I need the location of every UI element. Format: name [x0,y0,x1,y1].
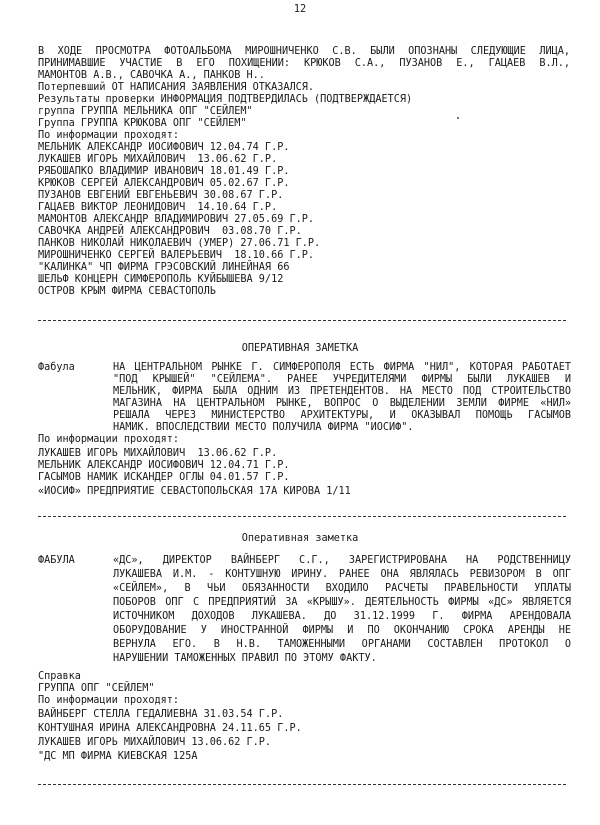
person-entry: ВАЙНБЕРГ СТЕЛЛА ГЕДАЛИЕВНА 31.03.54 Г.Р. [38,709,284,720]
intro-line: группа ГРУППА МЕЛЬНИКА ОПГ "СЕЙЛЕМ" [38,106,253,117]
org-entry: ОСТРОВ КРЫМ ФИРМА СЕВАСТОПОЛЬ [38,286,216,297]
person-entry: ГАСЫМОВ НАМИК ИСКАНДЕР ОГЛЫ 04.01.57 Г.Р. [38,472,290,483]
fabula-line: ВЕРНУЛА ЕГО. В Н.В. ТАМОЖЕННЫМИ ОРГАНАМИ СОСТАВЛЕН ПРОТОКОЛ О [113,639,571,650]
info-label: По информации проходят: [38,130,180,141]
intro-line: ПРИНИМАВШИЕ УЧАСТИЕ В ЕГО ПОХИЩЕНИИ: КРЮКОВ С.А., ПУЗАНОВ Е., ГАЦАЕВ В.Л., [38,58,570,69]
org-entry: "ДС МП ФИРМА КИЕВСКАЯ 125А [38,751,198,762]
person-entry: КРЮКОВ СЕРГЕЙ АЛЕКСАНДРОВИЧ 05.02.67 Г.Р. [38,178,290,189]
fabula-line: НАРУШЕНИИ ТАМОЖЕННЫХ ПРАВИЛ ПО ЭТОМУ ФАКТУ. [113,653,377,664]
group-line: ГРУППА ОПГ "СЕЙЛЕМ" [38,683,155,694]
fabula-line: "ПОД КРЫШЕЙ" "СЕЙЛЕМА". РАНЕЕ УЧРЕДИТЕЛЯМИ ФИРМЫ БЫЛИ ЛУКАШЕВ И [113,374,571,385]
person-entry: ПАНКОВ НИКОЛАЙ НИКОЛАЕВИЧ (УМЕР) 27.06.71 Г.Р. [38,238,321,249]
intro-line: В ХОДЕ ПРОСМОТРА ФОТОАЛЬБОМА МИРОШНИЧЕНКО С.В. БЫЛИ ОПОЗНАНЫ СЛЕДУЮЩИЕ ЛИЦА, [38,46,570,57]
fabula-line: МАГАЗИНА НА ЦЕНТРАЛЬНОМ РЫНКЕ, ВОПРОС О ВЫДЕЛЕНИИ ЗЕМЛИ ФИРМЕ «НИЛ» [113,398,571,409]
fabula-line: ПОБОРОВ ОПГ С ПРЕДПРИЯТИЙ ЗА «КРЫШУ». ДЕЯТЕЛЬНОСТЬ ФИРМЫ «ДС» ЯВЛЯЕТСЯ [113,597,571,608]
intro-line: Результаты проверки ИНФОРМАЦИЯ ПОДТВЕРДИЛАСЬ (ПОДТВЕРЖДАЕТСЯ) [38,94,413,105]
section-divider [38,320,566,321]
person-entry: МАМОНТОВ АЛЕКСАНДР ВЛАДИМИРОВИЧ 27.05.69 Г.Р. [38,214,315,225]
fabula-line: «ДС», ДИРЕКТОР ВАЙНБЕРГ С.Г., ЗАРЕГИСТРИРОВАНА НА РОДСТВЕННИЦУ [113,555,571,566]
person-entry: ПУЗАНОВ ЕВГЕНИЙ ЕВГЕНЬЕВИЧ 30.08.67 Г.Р. [38,190,284,201]
fabula-line: НАМИК. ВПОСЛЕДСТВИИ МЕСТО ПОЛУЧИЛА ФИРМА "ИОСИФ". [113,422,414,433]
person-entry: ЛУКАШЕВ ИГОРЬ МИХАЙЛОВИЧ 13.06.62 Г.Р. [38,737,272,748]
section-divider [38,784,566,785]
person-entry: МЕЛЬНИК АЛЕКСАНДР ИОСИФОВИЧ 12.04.71 Г.Р. [38,460,290,471]
org-entry: "КАЛИНКА" ЧП ФИРМА ГРЭСОВСКИЙ ЛИНЕЙНАЯ 66 [38,262,290,273]
fabula-line: МЕЛЬНИК, ФИРМА БЫЛА ОДНИМ ИЗ ПРЕТЕНДЕНТОВ. НА МЕСТО ПОД СТРОИТЕЛЬСТВО [113,386,571,397]
intro-line: МАМОНТОВ А.В., САВОЧКА А., ПАНКОВ Н.. [38,70,265,81]
person-entry: САВОЧКА АНДРЕЙ АЛЕКСАНДРОВИЧ 03.08.70 Г.Р. [38,226,302,237]
person-entry: КОНТУШНАЯ ИРИНА АЛЕКСАНДРОВНА 24.11.65 Г.Р. [38,723,302,734]
person-entry: МЕЛЬНИК АЛЕКСАНДР ИОСИФОВИЧ 12.04.74 Г.Р. [38,142,290,153]
spravka-label: Справка [38,671,81,682]
fabula-line: ЛУКАШЕВА И.М. - КОНТУШНУЮ ИРИНУ. РАНЕЕ ОНА ЯВЛЯЛАСЬ РЕВИЗОРОМ В ОПГ [113,569,571,580]
fabula-line: РЕШАЛА ЧЕРЕЗ МИНИСТЕРСТВО АРХИТЕКТУРЫ, И ОКАЗЫВАЛ ПОМОЩЬ ГАСЫМОВ [113,410,571,421]
person-entry: МИРОШНИЧЕНКО СЕРГЕЙ ВАЛЕРЬЕВИЧ 18.10.66 Г.Р. [38,250,315,261]
section-heading: Оперативная заметка [241,533,359,544]
page-number: 12 [293,4,307,15]
info-label: По информации проходят: [38,695,180,706]
section-divider [38,516,566,517]
intro-line: Группа ГРУППА КРЮКОВА ОПГ "СЕЙЛЕМ" [38,118,247,129]
intro-line: Потерпевший ОТ НАПИСАНИЯ ЗАЯВЛЕНИЯ ОТКАЗАЛСЯ. [38,82,315,93]
org-entry: «ИОСИФ» ПРЕДПРИЯТИЕ СЕВАСТОПОЛЬСКАЯ 17А КИРОВА 1/11 [38,486,351,497]
scan-speck [457,117,459,119]
section-heading: ОПЕРАТИВНАЯ ЗАМЕТКА [241,343,359,354]
person-entry: ГАЦАЕВ ВИКТОР ЛЕОНИДОВИЧ 14.10.64 Г.Р. [38,202,278,213]
person-entry: ЛУКАШЕВ ИГОРЬ МИХАЙЛОВИЧ 13.06.62 Г.Р. [38,154,278,165]
fabula-line: ИСТОЧНИКОМ ДОХОДОВ ЛУКАШЕВА. ДО 31.12.1999 Г. ФИРМА АРЕНДОВАЛА [113,611,571,622]
fabula-line: НА ЦЕНТРАЛЬНОМ РЫНКЕ Г. СИМФЕРОПОЛЯ ЕСТЬ ФИРМА "НИЛ", КОТОРАЯ РАБОТАЕТ [113,362,571,373]
fabula-label: Фабула [38,362,75,373]
info-label: По информации проходят: [38,434,180,445]
fabula-line: «СЕЙЛЕМ», В ЧЬИ ОБЯЗАННОСТИ ВХОДИЛО РАСЧЕТЫ ПРАВЕЛЬНОСТИ УПЛАТЫ [113,583,571,594]
fabula-label: ФАБУЛА [38,555,75,566]
org-entry: ШЕЛЬФ КОНЦЕРН СИМФЕРОПОЛЬ КУЙБЫШЕВА 9/12 [38,274,284,285]
person-entry: РЯБОШАПКО ВЛАДИМИР ИВАНОВИЧ 18.01.49 Г.Р. [38,166,290,177]
fabula-line: ОБОРУДОВАНИЕ У ИНОСТРАННОЙ ФИРМЫ И ПО ОКОНЧАНИЮ СРОКА АРЕНДЫ НЕ [113,625,571,636]
person-entry: ЛУКАШЕВ ИГОРЬ МИХАЙЛОВИЧ 13.06.62 Г.Р. [38,448,278,459]
